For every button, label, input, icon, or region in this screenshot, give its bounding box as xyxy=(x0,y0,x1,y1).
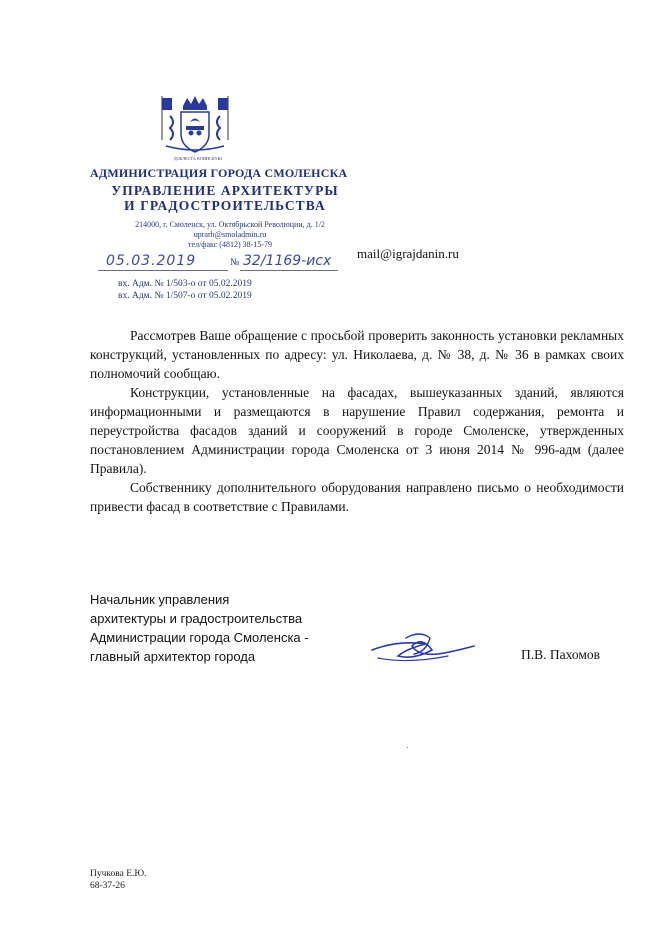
address-line: 214000, г. Смоленск, ул. Октябрьской Революции, д. 1/2 xyxy=(135,220,325,229)
incoming-ref-1: вх. Адм. № 1/503-о от 05.02.2019 xyxy=(118,279,252,289)
scan-speck xyxy=(407,747,408,748)
registration-date: 05.03.2019 xyxy=(106,253,197,269)
body-paragraph-1: Рассмотрев Ваше обращение с просьбой проверить законность установки рекламных конструкций, установленных по адресу: ул. Николаева, д. № 38, д. № 36 в рамках своих полномочий сообщаю. xyxy=(90,328,624,381)
registration-line xyxy=(98,252,338,272)
registration-number: 32/1169-исх xyxy=(243,253,332,269)
incoming-references xyxy=(118,278,252,302)
position-line-3: Администрации города Смоленска - xyxy=(90,630,309,645)
letter-body xyxy=(90,326,624,516)
department-title-line1: УПРАВЛЕНИЕ АРХИТЕКТУРЫ xyxy=(111,183,339,198)
crest-caption: ДОБЛЕСТЬ ВОИНСКУЮ xyxy=(173,156,223,161)
body-paragraph-3: Собственнику дополнительного оборудования направлено письмо о необходимости привести фасад в соответствие с Правилами. xyxy=(90,480,624,514)
phone-line: тел/факс (4812) 38-15-79 xyxy=(188,240,272,249)
handwritten-signature-icon xyxy=(368,626,478,670)
executor-name: Пучкова Е.Ю. xyxy=(90,869,147,879)
department-title xyxy=(90,183,360,213)
email-line: uprarh@smoladmin.ru xyxy=(193,230,267,239)
signer-name: П.В. Пахомов xyxy=(521,647,601,662)
department-title-line2: И ГРАДОСТРОИТЕЛЬСТВА xyxy=(124,198,326,213)
position-line-4: главный архитектор города xyxy=(90,649,256,664)
date-underline xyxy=(98,270,228,271)
body-paragraph-2: Конструкции, установленные на фасадах, вышеуказанных зданий, являются информационными и размещаются в нарушение Правил содержания, ремонта и переустройства фасадов зданий и сооружений в городе Смоленске, утвержденных постановлением Администрации города Смоленска от 3 июня 2014 № 996-адм (далее Правила). xyxy=(90,385,624,476)
executor-phone: 68-37-26 xyxy=(90,881,125,891)
signatory-position xyxy=(90,590,309,666)
incoming-ref-2: вх. Адм. № 1/507-о от 05.02.2019 xyxy=(118,291,252,301)
smolensk-coat-of-arms-icon xyxy=(156,92,234,156)
administration-title: АДМИНИСТРАЦИЯ ГОРОДА СМОЛЕНСКА xyxy=(90,166,348,180)
contact-info xyxy=(60,220,400,250)
number-underline xyxy=(240,270,338,271)
position-line-1: Начальник управления xyxy=(90,592,230,607)
executor-info xyxy=(90,868,147,892)
position-line-2: архитектуры и градостроительства xyxy=(90,611,303,626)
number-sign: № xyxy=(230,257,240,268)
recipient-email: mail@igrajdanin.ru xyxy=(357,246,459,261)
